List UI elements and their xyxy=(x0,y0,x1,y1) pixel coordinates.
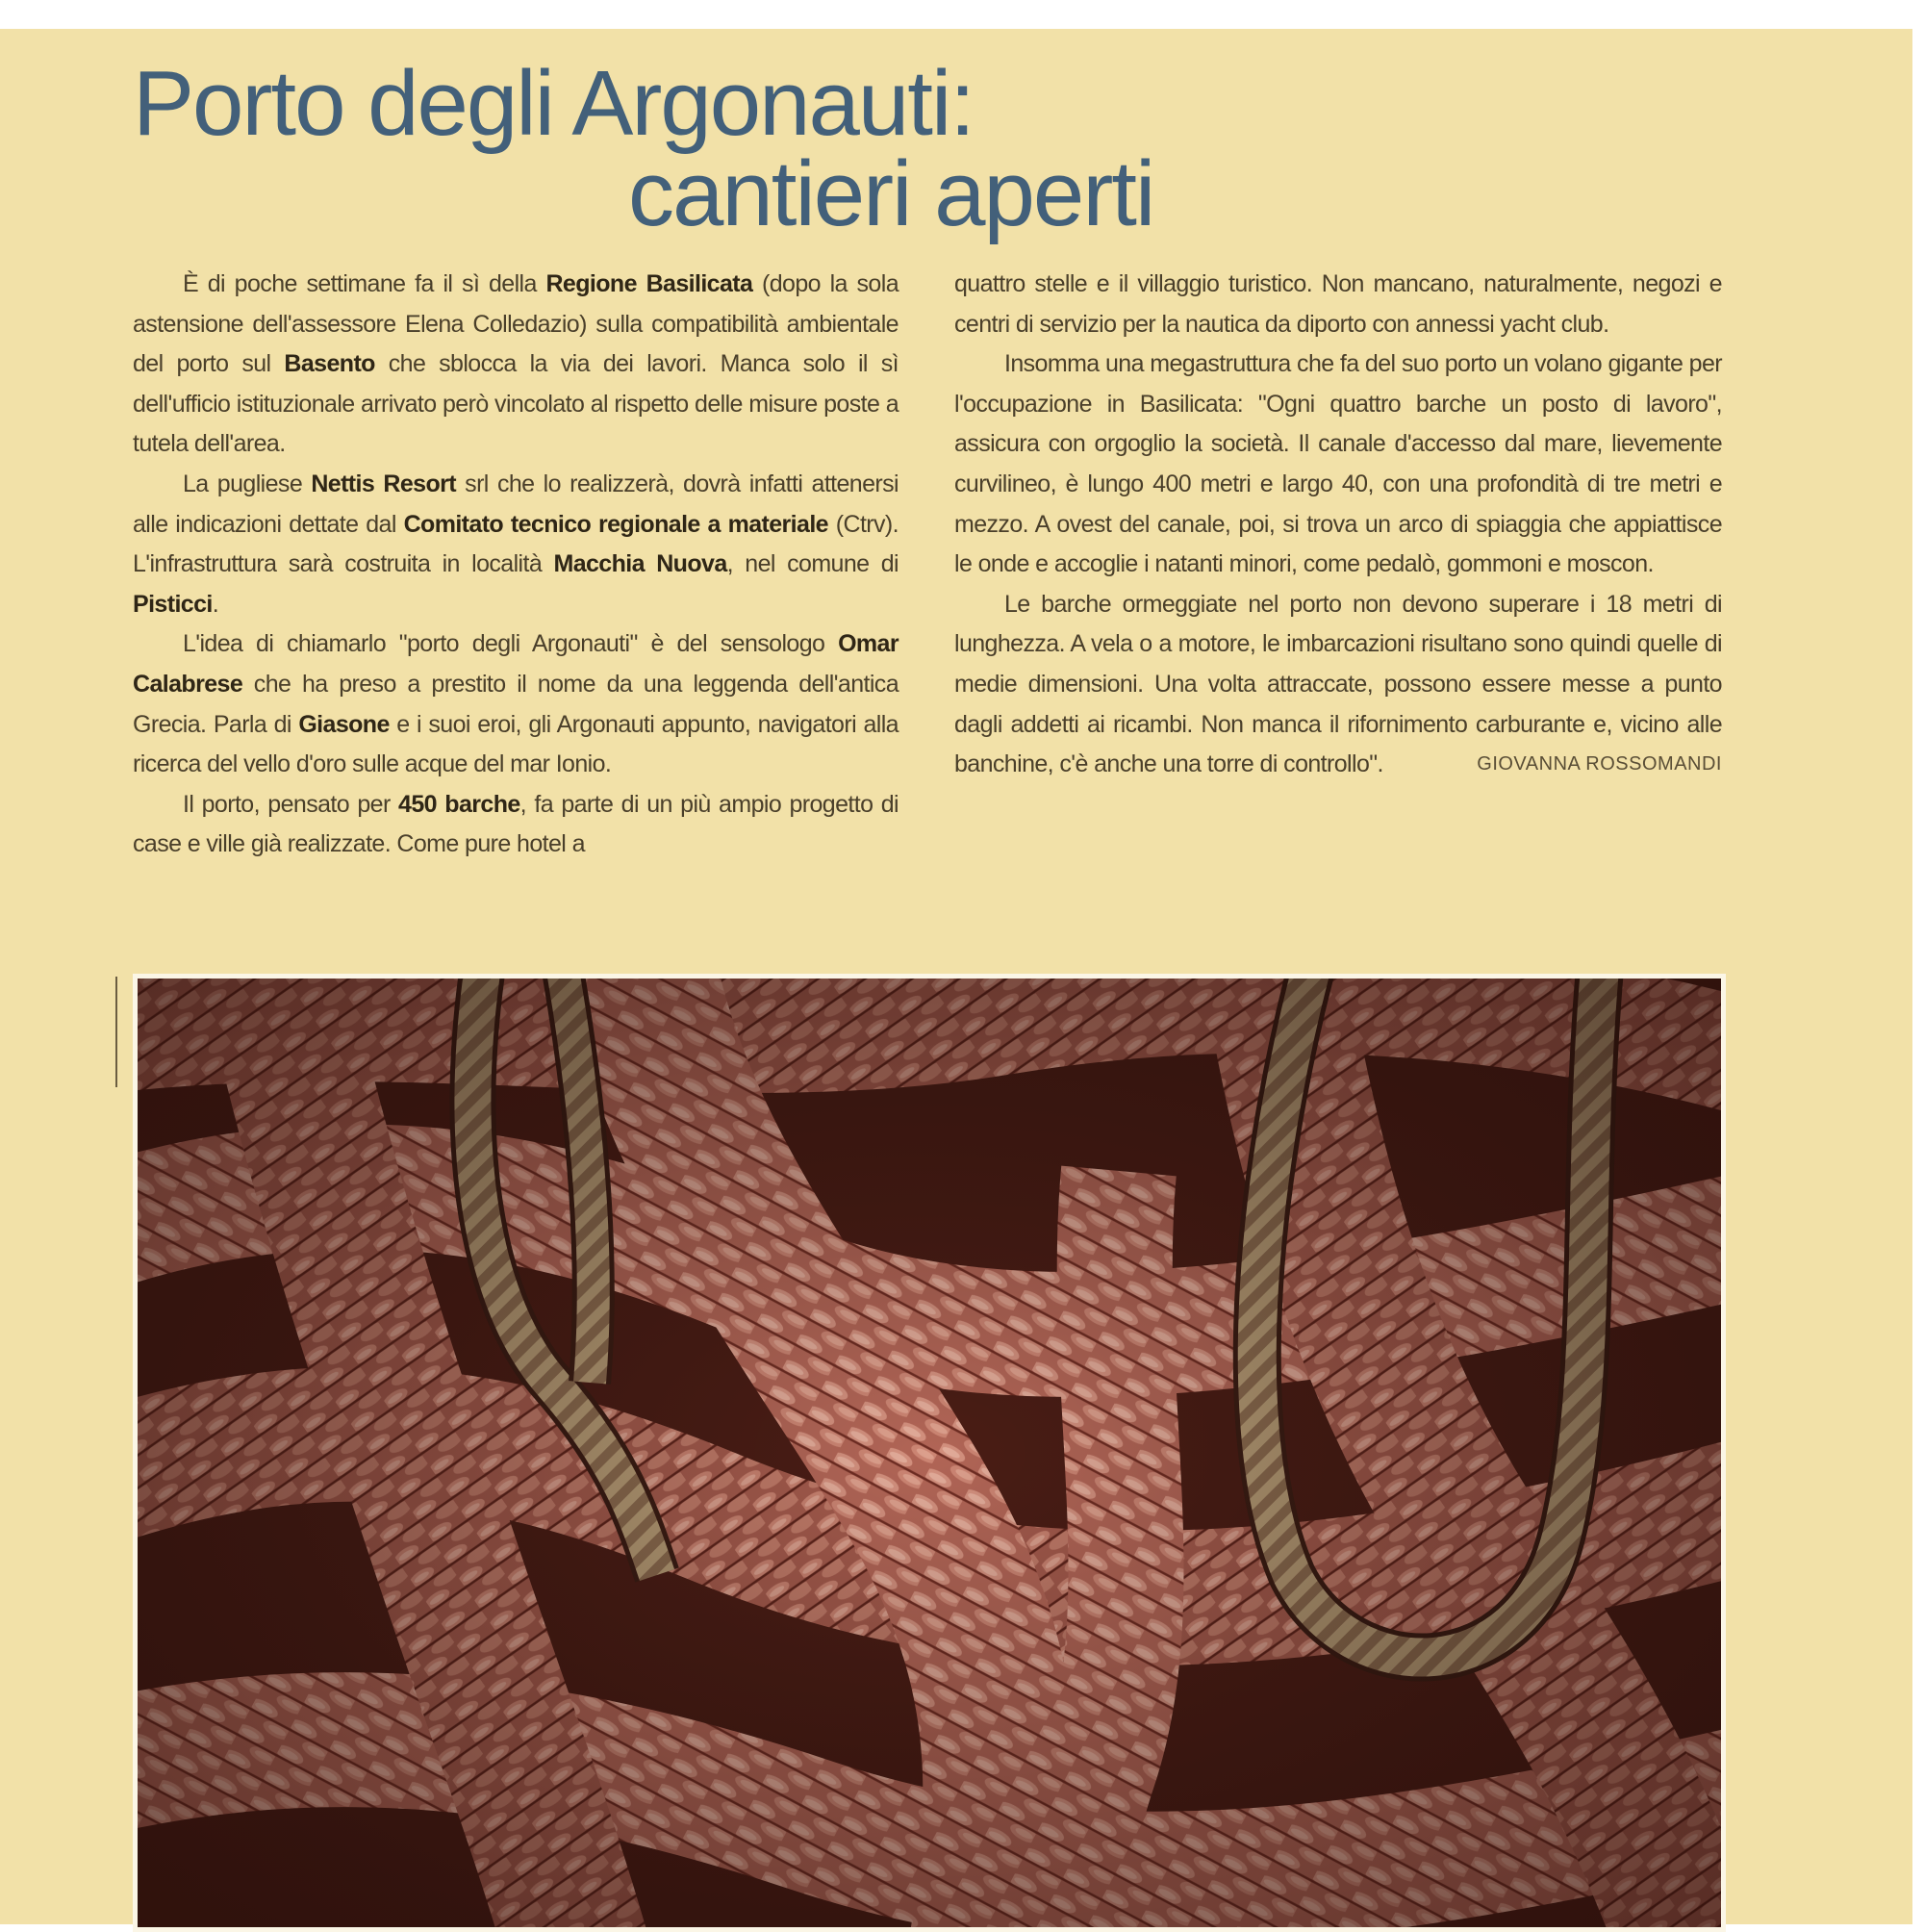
paragraph: L'idea di chiamarlo "porto degli Argonauti" è del sensologo Omar Calabrese che ha preso a prestito il nome da una leggenda dell'antica Grecia. Parla di Giasone e i suoi eroi, gli Argonauti appunto, navigatori alla ricerca del vello d'oro sulle acque del mar Ionio. xyxy=(133,630,899,778)
title-line-1: Porto degli Argonauti: xyxy=(133,52,974,155)
paragraph: Le barche ormeggiate nel porto non devono superare i 18 metri di lunghezza. A vela o a motore, le imbarcazioni risultano sono quindi quelle di medie dimensioni. Una volta attraccate, possono essere messe a punto dagli addetti ai ricambi. Non manca il rifornimento carburante e, vicino alle banchine, c'è anche una torre di controllo". GIOVANNA ROSSOMANDI xyxy=(954,585,1722,785)
author-signature: GIOVANNA ROSSOMANDI xyxy=(1477,753,1722,775)
magazine-page xyxy=(0,29,1912,1924)
title-line-2: cantieri aperti xyxy=(628,142,1154,245)
paragraph: Il porto, pensato per 450 barche, fa parte di un più ampio progetto di case e ville già realizzate. Come pure hotel a xyxy=(133,790,899,858)
margin-rule xyxy=(115,977,117,1087)
paragraph: Insomma una megastruttura che fa del suo porto un volano gigante per l'occupazione in Basilicata: "Ogni quattro barche un posto di lavoro", assicura con orgoglio la società. Il canale d'accesso dal mare, lievemente curvilineo, è lungo 400 metri e largo 40, con una profondità di tre metri e mezzo. A ovest del canale, poi, si trova un arco di spiaggia che appiattisce le onde e accoglie i natanti minori, come pedalò, gommoni e moscon. xyxy=(954,350,1722,578)
text-column-left xyxy=(133,265,899,865)
paragraph: quattro stelle e il villaggio turistico. Non mancano, naturalmente, negozi e centri di servizio per la nautica da diporto con annessi yacht club. xyxy=(954,270,1722,338)
article-title xyxy=(133,52,1768,245)
text-column-right xyxy=(954,265,1722,785)
rope-photo-graphic xyxy=(138,979,1721,1927)
paragraph: È di poche settimane fa il sì della Regione Basilicata (dopo la sola astensione dell'assessore Elena Colledazio) sulla compatibilità ambientale del porto sul Basento che sblocca la via dei lavori. Manca solo il sì dell'ufficio istituzionale arrivato però vincolato al rispetto delle misure poste a tutela dell'area. xyxy=(133,270,899,458)
paragraph: La pugliese Nettis Resort srl che lo realizzerà, dovrà infatti attenersi alle indicazioni dettate dal Comitato tecnico regionale a materiale (Ctrv). L'infrastruttura sarà costruita in località Macchia Nuova, nel comune di Pisticci. xyxy=(133,470,899,618)
rope-photo xyxy=(133,974,1726,1932)
